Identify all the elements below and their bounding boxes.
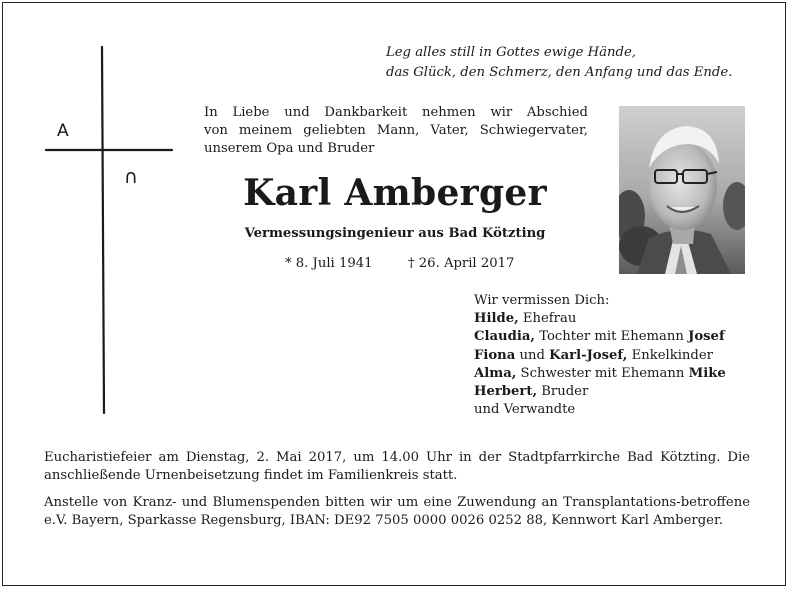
intro-line-2: von meinem geliebten Mann, Vater, Schwiegervater, [204,123,588,138]
mourner-line [474,347,759,365]
deceased-profession: Vermessungsingenieur aus Bad Kötzting [244,226,546,241]
mourner-line [474,328,759,346]
mourner-relation: Ehefrau [518,311,577,327]
mourner-relation: und Verwandte [474,402,576,418]
mourner-name: Hilde, [474,311,519,327]
poem-line-2: das Glück, den Schmerz, den Anfang und das Ende. [386,65,733,80]
mourner-name: Claudia, [474,329,536,345]
birth-date: * 8. Juli 1941 [285,256,373,271]
service-notice: Eucharistiefeier am Dienstag, 2. Mai 2017, um 14.00 Uhr in der Stadtpfarrkirche Bad Kötzting. Die anschließende Urnenbeisetzung findet im Familienkreis statt. [44,450,750,484]
mourner-name: Karl-Josef, [549,347,628,363]
mourner-relation: Bruder [537,384,589,400]
portrait-photo [619,106,745,274]
cross-icon [44,45,194,415]
mourner-relation: Tochter mit Ehemann [535,329,689,345]
mourner-line [474,401,759,419]
intro-line-1: In Liebe und Dankbarkeit nehmen wir Abschied [204,105,588,120]
intro-text [204,104,588,158]
poem [386,43,756,83]
mourner-relation: Schwester mit Ehemann [516,365,689,381]
mourner-name: Josef [688,329,725,345]
mourner-line [474,365,759,383]
mourner-relation: und [515,347,550,363]
mourner-name: Mike [688,365,726,381]
footer-notice [44,449,750,539]
mourner-line [474,383,759,401]
intro-line-3: unserem Opa und Bruder [204,141,375,156]
mourner-line [474,310,759,328]
omega-symbol: ∩ [124,166,138,188]
deceased-name: Karl Amberger [243,172,547,214]
mourner-name: Fiona [474,347,516,363]
mourners-list [474,292,759,419]
poem-line-1: Leg alles still in Gottes ewige Hände, [386,45,636,60]
mourner-name: Alma, [474,365,517,381]
mourner-name: Herbert, [474,384,538,400]
alpha-symbol: A [57,121,69,141]
donation-notice: Anstelle von Kranz- und Blumenspenden bitten wir um eine Zuwendung an Transplantations-betroffene e.V. Bayern, Sparkasse Regensburg, IBAN: DE92 7505 0000 0026 0252 88, Kennwort Karl Amberger. [44,494,750,529]
mourner-relation: Enkelkinder [627,347,713,363]
mourners-heading: Wir vermissen Dich: [474,293,610,308]
death-date: † 26. April 2017 [408,256,515,271]
